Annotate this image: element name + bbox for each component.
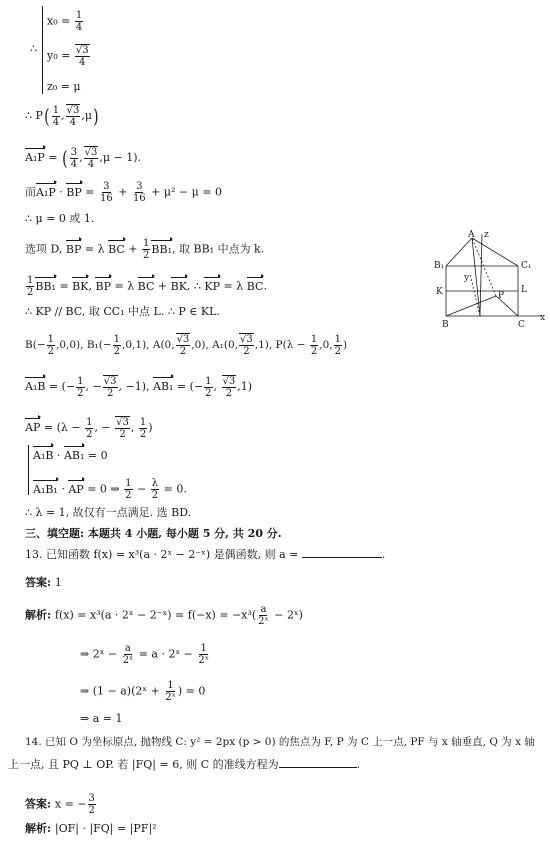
comma: , — [146, 380, 153, 393]
frac-num: 3 — [88, 793, 95, 804]
text: ) — [342, 339, 348, 351]
z-axis — [480, 234, 482, 316]
segment-p-b — [446, 296, 496, 316]
frac-den: 16 — [132, 193, 146, 204]
frac-num: √3 — [103, 376, 117, 387]
frac — [52, 105, 60, 128]
answer-value: 1 — [54, 576, 62, 589]
frac-den: 2 — [47, 345, 54, 357]
frac-num: √3 — [240, 334, 253, 345]
solution-13 — [25, 604, 303, 627]
vec-kp: KP — [204, 279, 221, 293]
frac-den: 2 — [151, 490, 159, 501]
p-tail: ,μ — [81, 109, 92, 122]
frac-den: 2 — [88, 805, 95, 816]
vec-a1b1: A₁B₁ — [33, 482, 58, 496]
text: , — [213, 380, 221, 393]
frac-den: 2 — [243, 346, 250, 357]
q13-answer-blank — [302, 557, 382, 558]
solution-label: 解析: — [25, 608, 55, 622]
eq: = λ — [110, 279, 138, 293]
frac-num: 3 — [70, 146, 78, 158]
text: , − — [94, 421, 115, 434]
text: , — [130, 421, 138, 434]
frac — [222, 375, 237, 399]
vec-bp: BP — [66, 185, 82, 199]
frac — [113, 334, 121, 357]
answer-value: x = − — [54, 797, 87, 811]
frac — [122, 643, 135, 666]
frac-num: 1 — [200, 643, 207, 654]
frac — [103, 375, 118, 399]
frac — [310, 334, 318, 357]
pt-p: , P — [268, 339, 283, 351]
p-label: ∴ P — [25, 109, 43, 122]
frac-den: 2 — [143, 250, 150, 261]
q13-end: . — [381, 548, 386, 561]
frac-den: 2 — [77, 387, 84, 399]
vector-a1p: A₁P = ( $\frac{3}{4}$ , $\frac{√3}{4}$ ,μ − 1). — [25, 146, 142, 170]
text: ) — [148, 421, 153, 434]
paren-open: ( — [44, 104, 50, 128]
solution-label: 解析: — [25, 822, 55, 835]
dot: · — [57, 482, 69, 496]
frac-num: √3 — [84, 147, 98, 158]
vec-bp: BP — [95, 279, 111, 293]
eq: = — [55, 279, 73, 293]
eq: = — [173, 380, 190, 393]
coordinates-line — [25, 333, 347, 357]
q14-end: . — [356, 758, 361, 771]
comma: , ∴ — [186, 279, 205, 293]
eq: = 0 — [84, 449, 108, 462]
minus: − — [133, 482, 150, 496]
tail: ,μ − 1). — [99, 151, 142, 164]
frac-num: 1 — [143, 238, 150, 249]
frac-den: 4 — [75, 22, 83, 33]
pt-a: , A — [146, 339, 161, 351]
frac-den: 2 — [334, 345, 341, 357]
frac-den: 2ˣ — [198, 655, 209, 666]
frac — [197, 643, 210, 666]
frac — [88, 793, 96, 816]
pt-b: B — [25, 339, 33, 351]
section-heading: 三、填空题: 本题共 4 小题, 每小题 5 分, 共 20 分. — [25, 527, 282, 540]
text: ) = 0 — [177, 684, 206, 698]
vec-a1p: A₁P — [36, 185, 56, 199]
text: (− — [98, 339, 112, 351]
paren-close: ) — [93, 104, 99, 128]
frac-num: 1 — [139, 416, 147, 428]
frac — [66, 104, 81, 128]
vectors-a1b-ab1 — [25, 375, 252, 399]
system-brace-2 — [28, 445, 29, 495]
text: ,0,1) — [122, 339, 147, 351]
vec-a1b: A₁B — [25, 380, 46, 393]
kp-line — [25, 275, 267, 298]
solution-13-step3 — [80, 680, 205, 703]
frac-num: 3 — [103, 181, 110, 192]
text: (− — [32, 339, 46, 351]
frac — [204, 376, 212, 399]
text: , −1) — [118, 380, 146, 393]
frac — [151, 478, 159, 501]
q14-text: 上一点, 且 PQ ⊥ OP. 若 |FQ| = 6, 则 C 的准线方程为 — [8, 758, 279, 771]
lead: 而 — [25, 185, 36, 199]
lead: 选项 D, — [25, 242, 66, 256]
label-l: L — [521, 285, 527, 295]
q13-text: 13. 已知函数 f(x) = x³(a · 2ˣ − 2⁻ˣ) 是偶函数, 则 a = — [25, 548, 302, 561]
frac-den: 2 — [27, 287, 34, 298]
frac-den: 2ˣ — [258, 616, 269, 627]
frac — [164, 680, 177, 703]
solution-value: |OF| · |FQ| = |PF|² — [54, 822, 157, 835]
solution-13-step2 — [80, 643, 211, 666]
label-p: P — [498, 291, 505, 301]
frac-num: 1 — [334, 333, 341, 345]
vec-bb1: BB₁ — [151, 242, 172, 256]
eq: = — [40, 421, 57, 434]
eq: = λ — [220, 279, 247, 293]
answer-13 — [25, 576, 62, 590]
prism-figure — [432, 228, 550, 336]
segment-p-a1 — [472, 238, 496, 296]
text: ,1) — [237, 380, 253, 393]
text: ,0, — [319, 339, 333, 351]
frac-den: 2ˣ — [122, 655, 134, 666]
frac-num: λ — [151, 478, 159, 489]
eq-y0-lhs: y₀ = — [47, 49, 74, 62]
vector-ap — [25, 416, 153, 440]
text: ⇒ (1 − a)(2ˣ + — [80, 684, 164, 698]
frac — [84, 146, 99, 170]
answer-14 — [25, 793, 97, 816]
tail: , 取 BB₁ 中点为 k. — [172, 242, 265, 256]
frac-den: 16 — [99, 193, 113, 204]
vec-bk: BK — [170, 279, 187, 293]
pt-b1: , B₁ — [80, 339, 99, 351]
frac — [47, 334, 55, 357]
frac — [334, 334, 342, 357]
system-eq-2 — [33, 478, 187, 501]
frac-num: √3 — [66, 105, 80, 116]
frac-num: 1 — [125, 478, 132, 489]
frac — [76, 376, 84, 399]
frac-num: 1 — [27, 275, 34, 286]
mid: = λ — [81, 242, 109, 256]
label-b1: B₁ — [434, 261, 445, 271]
question-13 — [25, 548, 385, 562]
frac-num: 1 — [75, 10, 83, 21]
frac-den: 2 — [225, 388, 233, 399]
frac — [99, 181, 114, 204]
plus: + — [124, 242, 142, 256]
frac-num: 1 — [113, 333, 121, 345]
tail: + μ² − μ = 0 — [147, 185, 223, 199]
kp-parallel-line: ∴ KP // BC, 取 CC₁ 中点 L. ∴ P ∈ KL. — [25, 305, 220, 318]
frac — [176, 333, 191, 357]
solution-13-step4: ⇒ a = 1 — [80, 712, 123, 725]
edge-b1-a — [446, 238, 472, 266]
frac — [85, 417, 93, 440]
eq: = — [45, 380, 62, 393]
label-x: x — [540, 313, 546, 323]
vec-ab1: AB₁ — [153, 380, 174, 393]
edge-a-c1 — [472, 238, 518, 266]
vec-bc: BC — [246, 279, 264, 293]
solution-body: f(x) = x³(a · 2ˣ − 2⁻ˣ) = f(−x) = −x³( — [54, 608, 257, 622]
label-k: K — [436, 287, 443, 297]
question-14-line1: 14. 已知 O 为坐标原点, 抛物线 C: y² = 2px (p > 0) 的焦点为 F, P 为 C 上一点, PF 与 x 轴垂直, Q 为 x 轴 — [25, 736, 535, 748]
eq-x0 — [47, 10, 84, 33]
frac — [132, 181, 147, 204]
frac-num: 1 — [310, 333, 318, 345]
frac-den: 2 — [86, 428, 93, 440]
label-a: A — [468, 230, 475, 240]
dot: · — [55, 185, 67, 199]
frac-den: 2ˣ — [165, 692, 176, 703]
text: = 0. — [160, 482, 187, 496]
answer-label: 答案: — [25, 797, 55, 811]
label-b: B — [442, 320, 449, 330]
text: = a · 2ˣ − — [135, 647, 197, 661]
pt-a1: , A₁ — [205, 339, 224, 351]
frac-den: 2 — [205, 387, 212, 399]
therefore-symbol: ∴ — [30, 42, 37, 55]
label-c: C — [518, 320, 525, 330]
frac-num: a — [260, 604, 267, 615]
frac-den: 2 — [310, 345, 318, 357]
frac-num: 1 — [52, 104, 60, 116]
frac-den: 4 — [52, 116, 60, 128]
eq: = 0 ⇒ — [83, 482, 124, 496]
frac — [115, 416, 130, 440]
frac-den: 2 — [113, 345, 121, 357]
vec-bk: BK — [72, 279, 89, 293]
frac — [239, 333, 254, 357]
frac-den: 4 — [69, 117, 77, 128]
frac-den: 2 — [119, 429, 126, 440]
text: (− — [189, 380, 204, 393]
frac-num: √3 — [222, 376, 236, 387]
text: (0, — [160, 339, 175, 351]
period: . — [263, 279, 267, 293]
text: ,0) — [191, 339, 206, 351]
text: ,0,0) — [56, 339, 81, 351]
label-c1: C₁ — [521, 261, 532, 271]
text: (λ − — [282, 339, 309, 351]
frac-num: 1 — [205, 375, 212, 387]
vec-bc: BC — [108, 242, 125, 256]
eq-y0 — [47, 44, 91, 68]
frac-den: 4 — [70, 158, 78, 170]
text: , − — [85, 380, 102, 393]
frac-num: 1 — [77, 375, 84, 387]
frac — [70, 147, 78, 170]
vec-bb1: BB₁ — [35, 279, 56, 293]
y-axis — [470, 274, 480, 316]
eq-y0-frac — [75, 44, 90, 68]
vec-bp: BP — [65, 242, 82, 256]
frac-den: 4 — [79, 57, 86, 68]
frac — [124, 478, 132, 501]
frac-num: 1 — [47, 333, 54, 345]
vec-bc: BC — [137, 279, 155, 293]
q14-answer-blank — [279, 767, 357, 768]
frac-num: 1 — [86, 416, 93, 428]
system-eq-1 — [33, 449, 108, 463]
option-d-line — [25, 238, 264, 261]
frac-num: √3 — [176, 334, 190, 345]
eq: = — [81, 185, 98, 199]
dot: · — [53, 449, 64, 462]
mu-result: ∴ μ = 0 或 1. — [25, 212, 95, 225]
frac-den: 4 — [87, 159, 95, 170]
eq-x0-frac — [75, 10, 83, 33]
label-z: z — [484, 230, 489, 240]
paren-open: ( — [62, 146, 68, 170]
vec-a1b: A₁B — [33, 449, 54, 462]
frac-num: a — [124, 643, 131, 654]
eq-x0-lhs: x₀ = — [47, 14, 74, 28]
vec-ap: AP — [68, 482, 84, 496]
text: (− — [61, 380, 76, 393]
plus: + — [114, 185, 131, 199]
frac-den: 2 — [125, 490, 132, 501]
label-y: y — [464, 273, 470, 283]
vec-a1p: A₁P — [25, 151, 45, 164]
eq-z0: z₀ = μ — [47, 80, 81, 93]
frac — [26, 275, 34, 298]
frac-num: √3 — [116, 417, 129, 428]
text: ⇒ 2ˣ − — [80, 647, 121, 661]
text: (0, — [223, 339, 239, 351]
frac-num: 3 — [136, 181, 143, 192]
frac-den: 2 — [139, 428, 147, 440]
solution-mid: − 2ˣ) — [270, 608, 303, 622]
frac-den: 2 — [179, 346, 187, 357]
frac-den: 2 — [106, 388, 114, 399]
text: ,1) — [254, 339, 269, 351]
frac — [142, 238, 150, 261]
point-p-coords: ∴ P( $\frac{1}{4}$ , $\frac{√3}{4}$ ,μ) — [25, 104, 99, 128]
question-14-line2 — [8, 758, 360, 772]
frac — [139, 417, 147, 440]
text: (λ − — [56, 421, 85, 434]
frac — [257, 604, 270, 627]
dot-product-eq — [25, 181, 222, 204]
frac-num: 1 — [167, 680, 174, 691]
vec-ab1: AB₁ — [63, 449, 85, 462]
answer-label: 答案: — [25, 576, 55, 589]
solution-14 — [25, 822, 157, 836]
eq: = — [44, 151, 61, 164]
comma: , — [88, 279, 96, 293]
vec-ap: AP — [25, 421, 41, 434]
plus: + — [154, 279, 171, 293]
system-brace — [42, 6, 43, 94]
frac-num: √3 — [75, 45, 89, 56]
lambda-result: ∴ λ = 1, 故仅有一点满足. 选 BD. — [25, 506, 192, 519]
